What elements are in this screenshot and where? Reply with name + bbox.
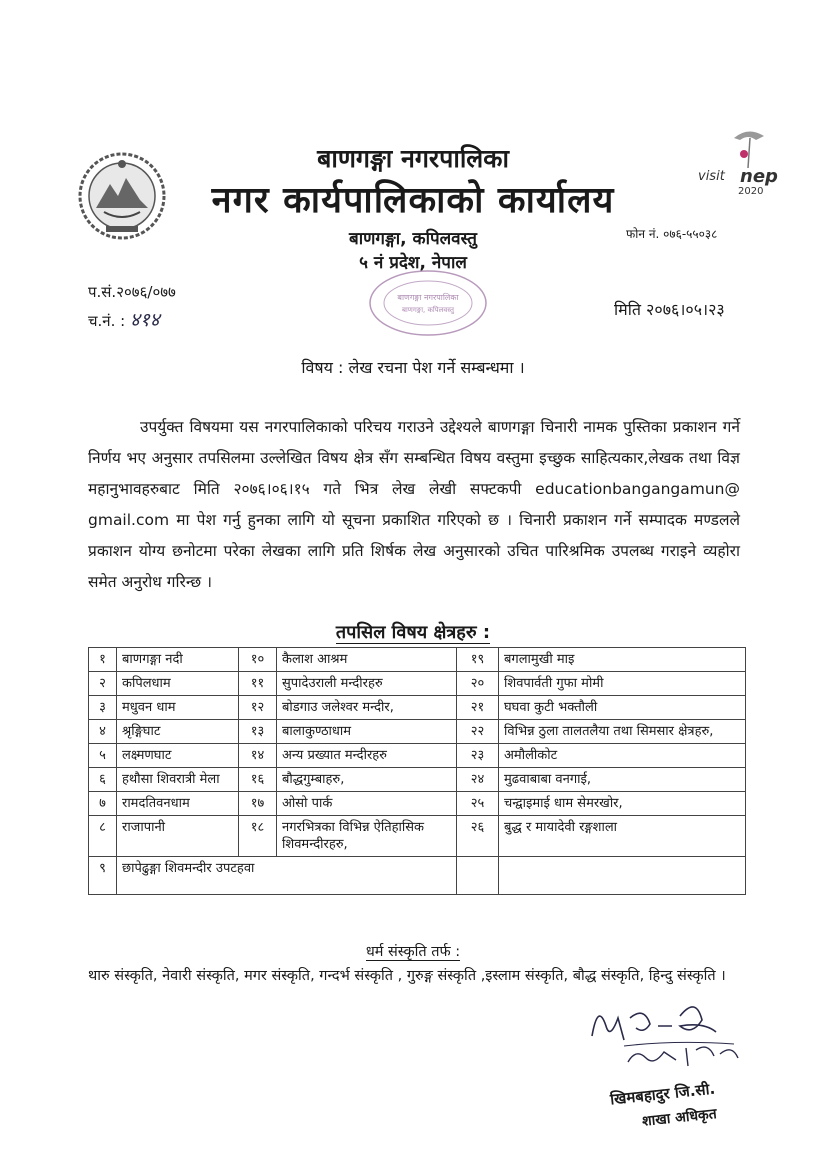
topic-number: २२ (457, 720, 499, 744)
topic-name: कैलाश आश्रम (277, 648, 457, 672)
topic-number: ९ (89, 857, 117, 895)
topics-table (88, 647, 746, 895)
table-row (89, 720, 746, 744)
svg-text:बाणगङ्गा, कपिलवस्तु: बाणगङ्गा, कपिलवस्तु (401, 306, 455, 314)
topic-number: ५ (89, 744, 117, 768)
topic-number: १४ (239, 744, 277, 768)
year-logo-text: 2020 (738, 186, 764, 197)
address-line-1: बाणगङ्गा, कपिलवस्तु (349, 229, 477, 249)
topic-name: बाणगङ्गा नदी (117, 648, 239, 672)
org-name: बाणगङ्गा नगरपालिका (317, 144, 509, 173)
table-row (89, 648, 746, 672)
letter-body (88, 412, 740, 598)
topic-number: २ (89, 672, 117, 696)
office-name: नगर कार्यपालिकाको कार्यालय (211, 180, 615, 221)
table-row (89, 672, 746, 696)
topic-name: लक्ष्मणघाट (117, 744, 239, 768)
topic-number: १२ (239, 696, 277, 720)
topic-name: रामदतिवनधाम (117, 792, 239, 816)
letter-subject: विषय : लेख रचना पेश गर्ने सम्बन्धमा । (301, 358, 525, 377)
topic-number: २६ (457, 816, 499, 857)
letter-body-text: उपर्युक्त विषयमा यस नगरपालिकाको परिचय गराउने उद्देश्यले बाणगङ्गा चिनारी नामक पुस्तिका प्रकाशन गर्ने निर्णय भए अनुसार तपसिलमा उल्लेखित विषय क्षेत्र सँग सम्बन्धित विषय वस्तुमा इच्छुक साहित्यकार,लेखक तथा विज्ञ महानुभावहरुबाट मिति २०७६।०६।१५ गते भित्र लेख लेखी सफ्टकपी educationbangangamun@ gmail.com मा पेश गर्नु हुनका लागि यो सूचना प्रकाशित गरिएको छ । चिनारी प्रकाशन गर्ने सम्पादक मण्डलले प्रकाशन योग्य छनोटमा परेका लेखका लागि प्रति शिर्षक लेख अनुसारको उचित पारिश्रमिक उपलब्ध गराइने व्यहोरा समेत अनुरोध गरिन्छ । (88, 418, 740, 591)
topic-number: १६ (239, 768, 277, 792)
topic-name: कपिलधाम (117, 672, 239, 696)
signer-name: खिमबहादुर जि.सी. (609, 1079, 716, 1109)
culture-title (0, 941, 826, 961)
topic-name: घघवा कुटी भक्तौली (499, 696, 746, 720)
topic-name: बगलामुखी माइ (499, 648, 746, 672)
topic-name: बालाकुण्ठाधाम (277, 720, 457, 744)
topic-name: मधुवन धाम (117, 696, 239, 720)
topic-name: राजापानी (117, 816, 239, 857)
topic-name: ओसो पार्क (277, 792, 457, 816)
topic-number: ११ (239, 672, 277, 696)
visit-logo-text: visit (698, 169, 725, 184)
topic-number: २५ (457, 792, 499, 816)
topic-number: १९ (457, 648, 499, 672)
topic-name: चन्द्वाइमाई धाम सेमरखोर, (499, 792, 746, 816)
table-row (89, 792, 746, 816)
table-row (89, 857, 746, 895)
challan-number (88, 306, 160, 332)
topic-name: बौद्धगुम्बाहरु, (277, 768, 457, 792)
topic-name: छापेढुङ्गा शिवमन्दीर उपटहवा (117, 857, 457, 895)
topics-title-text: तपसिल विषय क्षेत्रहरु : (335, 622, 491, 643)
topic-name: बोडगाउ जलेश्वर मन्दीर, (277, 696, 457, 720)
culture-title-text: धर्म संस्कृति तर्फ : (365, 944, 461, 960)
office-stamp-icon (366, 268, 490, 338)
empty-cell (499, 857, 746, 895)
topic-name: नगरभित्रका विभिन्न ऐतिहासिक शिवमन्दीरहरु, (277, 816, 457, 857)
topic-number: १ (89, 648, 117, 672)
topic-number: ३ (89, 696, 117, 720)
topic-number: २१ (457, 696, 499, 720)
topic-name: शिवपार्वती गुफा मोमी (499, 672, 746, 696)
topic-name: अमौलीकोट (499, 744, 746, 768)
challan-value: ४१४ (130, 309, 160, 331)
table-row (89, 744, 746, 768)
topic-number: ६ (89, 768, 117, 792)
topic-name: बुद्ध र मायादेवी रङ्गशाला (499, 816, 746, 857)
table-row (89, 696, 746, 720)
nep-logo-text: nep (740, 166, 778, 187)
address-line-2: ५ नं प्रदेश, नेपाल (359, 253, 467, 273)
signer-designation: शाखा अधिकृत (641, 1106, 718, 1130)
topic-name: श्रृङ्गिघाट (117, 720, 239, 744)
topic-name: मुढवाबाबा वनगाई, (499, 768, 746, 792)
topic-number: २३ (457, 744, 499, 768)
challan-label: च.नं. : (88, 312, 126, 330)
topic-name: विभिन्न ठुला तालतलैया तथा सिमसार क्षेत्रहरु, (499, 720, 746, 744)
letter-date: मिति २०७६।०५।२३ (614, 300, 725, 319)
topic-number: १७ (239, 792, 277, 816)
phone-number: फोन नं. ०७६-५५०३८ (626, 227, 718, 241)
reference-number: प.सं.२०७६/०७७ (88, 283, 176, 301)
topic-name: अन्य प्रख्यात मन्दीरहरु (277, 744, 457, 768)
topic-number: १० (239, 648, 277, 672)
topic-number: ८ (89, 816, 117, 857)
table-row (89, 768, 746, 792)
svg-text:बाणगङ्गा नगरपालिका: बाणगङ्गा नगरपालिका (397, 293, 459, 302)
topic-number: ७ (89, 792, 117, 816)
topic-name: हथौसा शिवरात्री मेला (117, 768, 239, 792)
topic-number: १३ (239, 720, 277, 744)
table-row (89, 816, 746, 857)
topic-number: १८ (239, 816, 277, 857)
handwritten-signature (584, 996, 752, 1072)
topics-title (0, 620, 826, 644)
topic-name: सुपादेउराली मन्दीरहरु (277, 672, 457, 696)
topic-number: ४ (89, 720, 117, 744)
culture-list: थारु संस्कृति, नेवारी संस्कृति, मगर संस्कृति, गन्दर्भ संस्कृति , गुरुङ्ग संस्कृति ,इस्लाम संस्कृति, बौद्ध संस्कृति, हिन्दु संस्कृति । (88, 968, 726, 984)
empty-cell (457, 857, 499, 895)
topic-number: २० (457, 672, 499, 696)
topic-number: २४ (457, 768, 499, 792)
